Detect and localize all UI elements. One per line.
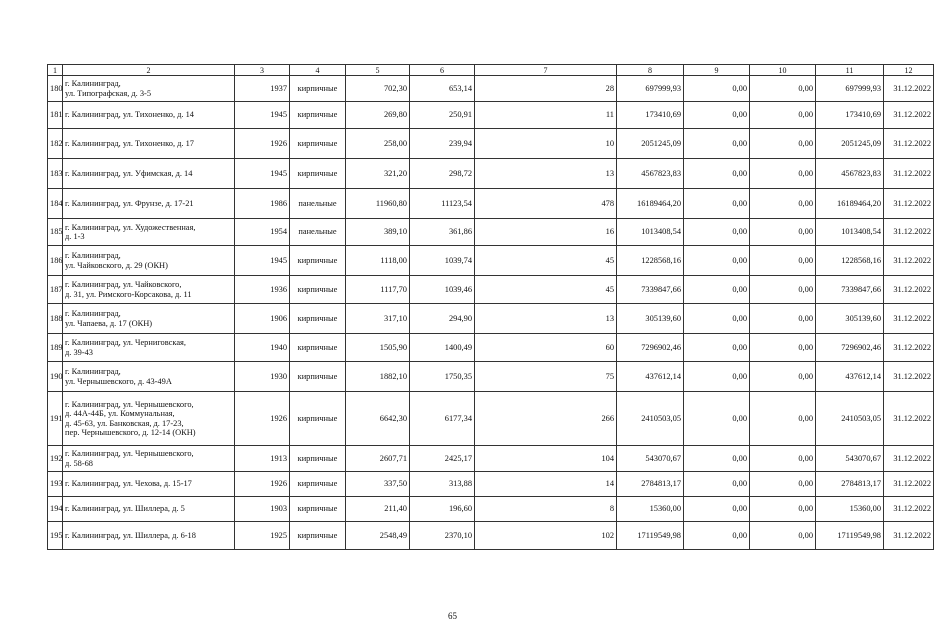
col8-cell: 1228568,16 [617,246,684,276]
wall-material-cell: кирпичные [290,362,346,392]
wall-material-cell: кирпичные [290,304,346,334]
address-line: г. Калининград, [65,251,121,260]
col11-cell: 1228568,16 [816,246,884,276]
table-row [48,392,934,446]
col10-cell: 0,00 [750,189,816,219]
col11-cell: 17119549,98 [816,522,884,550]
column-number: 6 [410,65,475,76]
col5-cell: 337,50 [346,472,410,497]
address-line: г. Калининград, ул. Тихоненко, д. 17 [65,138,194,148]
year-cell: 1913 [235,446,290,472]
col7-cell: 60 [475,334,617,362]
address-line: ул. Типографская, д. 3-5 [65,88,152,98]
year-cell: 1925 [235,522,290,550]
address-line: пер. Чернышевского, д. 12-14 (ОКН) [65,428,196,437]
col10-cell: 0,00 [750,246,816,276]
col8-cell: 7339847,66 [617,276,684,304]
year-cell: 1926 [235,472,290,497]
column-number: 11 [816,65,884,76]
address-line: д. 58-68 [65,458,93,468]
date-cell: 31.12.2022 [884,189,934,219]
col7-cell: 45 [475,246,617,276]
year-cell: 1945 [235,246,290,276]
address-cell [63,362,235,392]
address-line: г. Калининград, [65,309,121,318]
col7-cell: 266 [475,392,617,446]
col10-cell: 0,00 [750,362,816,392]
wall-material-cell: кирпичные [290,472,346,497]
wall-material-cell: кирпичные [290,334,346,362]
col5-cell: 321,20 [346,159,410,189]
col5-cell: 258,00 [346,129,410,159]
col8-cell: 2410503,05 [617,392,684,446]
col10-cell: 0,00 [750,102,816,129]
wall-material-cell: кирпичные [290,276,346,304]
col7-cell: 45 [475,276,617,304]
col5-cell: 269,80 [346,102,410,129]
col6-cell: 2370,10 [410,522,475,550]
address-line: ул. Чапаева, д. 17 (ОКН) [65,318,153,328]
col7-cell: 13 [475,304,617,334]
date-cell: 31.12.2022 [884,246,934,276]
year-cell: 1954 [235,219,290,246]
table-row [48,446,934,472]
row-number: 182 [48,129,63,159]
date-cell: 31.12.2022 [884,362,934,392]
table-row [48,304,934,334]
row-number: 191 [48,392,63,446]
date-cell: 31.12.2022 [884,446,934,472]
table-row [48,76,934,102]
date-cell: 31.12.2022 [884,276,934,304]
date-cell: 31.12.2022 [884,102,934,129]
year-cell: 1926 [235,129,290,159]
address-line: г. Калининград, ул. Шиллера, д. 5 [65,504,185,514]
col9-cell: 0,00 [684,334,750,362]
col8-cell: 2051245,09 [617,129,684,159]
col7-cell: 478 [475,189,617,219]
year-cell: 1937 [235,76,290,102]
col5-cell: 702,30 [346,76,410,102]
col10-cell: 0,00 [750,392,816,446]
col8-cell: 17119549,98 [617,522,684,550]
address-cell [63,334,235,362]
date-cell: 31.12.2022 [884,76,934,102]
wall-material-cell: панельные [290,189,346,219]
date-cell: 31.12.2022 [884,304,934,334]
col9-cell: 0,00 [684,102,750,129]
wall-material-cell: кирпичные [290,129,346,159]
col6-cell: 250,91 [410,102,475,129]
col11-cell: 15360,00 [816,497,884,522]
col7-cell: 104 [475,446,617,472]
date-cell: 31.12.2022 [884,334,934,362]
col6-cell: 294,90 [410,304,475,334]
table-row [48,276,934,304]
col9-cell: 0,00 [684,304,750,334]
date-cell: 31.12.2022 [884,159,934,189]
col10-cell: 0,00 [750,76,816,102]
date-cell: 31.12.2022 [884,129,934,159]
table-row [48,219,934,246]
column-number: 9 [684,65,750,76]
col10-cell: 0,00 [750,159,816,189]
col5-cell: 2607,71 [346,446,410,472]
year-cell: 1906 [235,304,290,334]
row-number: 188 [48,304,63,334]
col6-cell: 11123,54 [410,189,475,219]
col10-cell: 0,00 [750,446,816,472]
col9-cell: 0,00 [684,219,750,246]
address-line: г. Калининград, ул. Чайковского, [65,280,182,289]
col6-cell: 2425,17 [410,446,475,472]
date-cell: 31.12.2022 [884,472,934,497]
col7-cell: 102 [475,522,617,550]
address-cell [63,472,235,497]
col8-cell: 305139,60 [617,304,684,334]
row-number: 185 [48,219,63,246]
col8-cell: 4567823,83 [617,159,684,189]
wall-material-cell: кирпичные [290,102,346,129]
col11-cell: 2051245,09 [816,129,884,159]
address-line: г. Калининград, ул. Уфимская, д. 14 [65,168,193,178]
col9-cell: 0,00 [684,276,750,304]
row-number: 195 [48,522,63,550]
col10-cell: 0,00 [750,304,816,334]
col5-cell: 1117,70 [346,276,410,304]
col5-cell: 11960,80 [346,189,410,219]
address-line: ул. Чайковского, д. 29 (ОКН) [65,260,168,270]
col7-cell: 10 [475,129,617,159]
address-line: д. 31, ул. Римского-Корсакова, д. 11 [65,289,192,299]
col9-cell: 0,00 [684,392,750,446]
col10-cell: 0,00 [750,497,816,522]
table-row [48,362,934,392]
year-cell: 1930 [235,362,290,392]
row-number: 180 [48,76,63,102]
col10-cell: 0,00 [750,472,816,497]
address-cell [63,392,235,446]
address-line: г. Калининград, ул. Фрунзе, д. 17-21 [65,198,194,208]
col11-cell: 305139,60 [816,304,884,334]
column-number: 2 [63,65,235,76]
col7-cell: 28 [475,76,617,102]
col6-cell: 653,14 [410,76,475,102]
col11-cell: 543070,67 [816,446,884,472]
col11-cell: 697999,93 [816,76,884,102]
table-row [48,246,934,276]
col6-cell: 1750,35 [410,362,475,392]
col11-cell: 173410,69 [816,102,884,129]
col11-cell: 2784813,17 [816,472,884,497]
row-number: 194 [48,497,63,522]
wall-material-cell: кирпичные [290,497,346,522]
address-line: г. Калининград, [65,79,121,88]
address-line: ул. Чернышевского, д. 43-49А [65,376,172,386]
col7-cell: 14 [475,472,617,497]
wall-material-cell: кирпичные [290,522,346,550]
wall-material-cell: кирпичные [290,76,346,102]
col8-cell: 437612,14 [617,362,684,392]
col9-cell: 0,00 [684,246,750,276]
year-cell: 1903 [235,497,290,522]
table-row [48,129,934,159]
table-row [48,159,934,189]
col5-cell: 1882,10 [346,362,410,392]
wall-material-cell: кирпичные [290,159,346,189]
col11-cell: 7296902,46 [816,334,884,362]
address-cell [63,276,235,304]
col9-cell: 0,00 [684,362,750,392]
col8-cell: 16189464,20 [617,189,684,219]
address-line: г. Калининград, ул. Чернышевского, [65,399,194,409]
address-cell [63,129,235,159]
col6-cell: 196,60 [410,497,475,522]
col10-cell: 0,00 [750,334,816,362]
col11-cell: 16189464,20 [816,189,884,219]
col6-cell: 1039,46 [410,276,475,304]
address-cell [63,189,235,219]
col7-cell: 16 [475,219,617,246]
col9-cell: 0,00 [684,76,750,102]
col8-cell: 7296902,46 [617,334,684,362]
date-cell: 31.12.2022 [884,522,934,550]
address-line: г. Калининград, ул. Шиллера, д. 6-18 [65,530,196,540]
col9-cell: 0,00 [684,129,750,159]
col8-cell: 173410,69 [617,102,684,129]
table-row [48,472,934,497]
col9-cell: 0,00 [684,159,750,189]
address-line: г. Калининград, ул. Чернышевского, [65,449,194,458]
col8-cell: 1013408,54 [617,219,684,246]
year-cell: 1926 [235,392,290,446]
table-row [48,334,934,362]
column-number: 1 [48,65,63,76]
address-line: д. 39-43 [65,347,93,357]
address-line: г. Калининград, ул. Художественная, [65,222,196,232]
wall-material-cell: кирпичные [290,392,346,446]
row-number: 190 [48,362,63,392]
column-number: 12 [884,65,934,76]
address-line: г. Калининград, ул. Черниговская, [65,338,186,347]
col7-cell: 75 [475,362,617,392]
address-line: д. 1-3 [65,232,85,241]
address-cell [63,76,235,102]
table-row [48,497,934,522]
col9-cell: 0,00 [684,446,750,472]
col8-cell: 543070,67 [617,446,684,472]
row-number: 192 [48,446,63,472]
col10-cell: 0,00 [750,219,816,246]
col6-cell: 6177,34 [410,392,475,446]
row-number: 181 [48,102,63,129]
row-number: 189 [48,334,63,362]
col10-cell: 0,00 [750,129,816,159]
col6-cell: 1039,74 [410,246,475,276]
column-number: 7 [475,65,617,76]
col11-cell: 4567823,83 [816,159,884,189]
column-number: 10 [750,65,816,76]
row-number: 193 [48,472,63,497]
col6-cell: 298,72 [410,159,475,189]
address-line: д. 44А-44Б, ул. Коммунальная, [65,409,175,418]
date-cell: 31.12.2022 [884,497,934,522]
year-cell: 1940 [235,334,290,362]
year-cell: 1945 [235,159,290,189]
address-line: г. Калининград, ул. Тихоненко, д. 14 [65,110,194,120]
row-number: 184 [48,189,63,219]
col9-cell: 0,00 [684,522,750,550]
row-number: 183 [48,159,63,189]
col6-cell: 239,94 [410,129,475,159]
page-number: 65 [448,611,457,621]
date-cell: 31.12.2022 [884,392,934,446]
column-number: 3 [235,65,290,76]
year-cell: 1936 [235,276,290,304]
col9-cell: 0,00 [684,189,750,219]
address-cell [63,304,235,334]
col5-cell: 1118,00 [346,246,410,276]
address-cell [63,246,235,276]
col11-cell: 7339847,66 [816,276,884,304]
col7-cell: 8 [475,497,617,522]
col8-cell: 2784813,17 [617,472,684,497]
col5-cell: 211,40 [346,497,410,522]
col9-cell: 0,00 [684,472,750,497]
column-number: 8 [617,65,684,76]
row-number: 186 [48,246,63,276]
address-line: д. 45-63, ул. Банковская, д. 17-23, [65,418,184,428]
col11-cell: 1013408,54 [816,219,884,246]
col9-cell: 0,00 [684,497,750,522]
column-number: 5 [346,65,410,76]
address-line: г. Калининград, [65,367,121,376]
col6-cell: 313,88 [410,472,475,497]
col10-cell: 0,00 [750,276,816,304]
housing-register-table [47,64,934,550]
col6-cell: 1400,49 [410,334,475,362]
address-cell [63,497,235,522]
table-body [48,65,934,550]
col5-cell: 6642,30 [346,392,410,446]
col7-cell: 13 [475,159,617,189]
col7-cell: 11 [475,102,617,129]
col8-cell: 697999,93 [617,76,684,102]
address-line: г. Калининград, ул. Чехова, д. 15-17 [65,479,192,489]
col5-cell: 389,10 [346,219,410,246]
col11-cell: 2410503,05 [816,392,884,446]
column-number: 4 [290,65,346,76]
address-cell [63,446,235,472]
table-row [48,189,934,219]
col5-cell: 317,10 [346,304,410,334]
col11-cell: 437612,14 [816,362,884,392]
wall-material-cell: панельные [290,219,346,246]
col5-cell: 2548,49 [346,522,410,550]
year-cell: 1986 [235,189,290,219]
column-number-row [48,65,934,76]
address-cell [63,522,235,550]
col5-cell: 1505,90 [346,334,410,362]
col6-cell: 361,86 [410,219,475,246]
table-row [48,522,934,550]
col10-cell: 0,00 [750,522,816,550]
wall-material-cell: кирпичные [290,246,346,276]
year-cell: 1945 [235,102,290,129]
address-cell [63,219,235,246]
wall-material-cell: кирпичные [290,446,346,472]
address-cell [63,159,235,189]
row-number: 187 [48,276,63,304]
col8-cell: 15360,00 [617,497,684,522]
table-row [48,102,934,129]
date-cell: 31.12.2022 [884,219,934,246]
address-cell [63,102,235,129]
